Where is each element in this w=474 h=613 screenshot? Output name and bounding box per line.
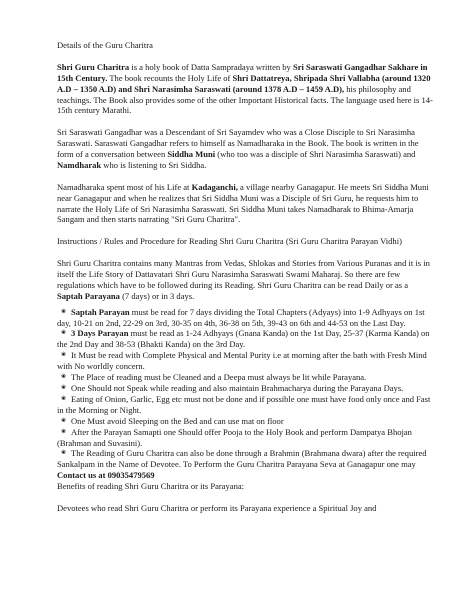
list-item — [57, 372, 434, 383]
flower-bullet-icon: ❀ — [61, 428, 67, 435]
text: The book recounts the Holy Life of — [107, 72, 233, 83]
instructions-heading: Instructions / Rules and Procedure for Reading Shri Guru Charitra (Sri Guru Charitra Parayan Vidhi) — [57, 236, 402, 247]
text: It Must be read with Complete Physical and Mental Purity i.e at morning after the bath with Fresh Mind with No worldly concern. — [57, 350, 427, 372]
bold-text: Saptah Parayana — [57, 290, 120, 301]
benefits-paragraph: Devotees who read Shri Guru Charitra or perform its Parayana experience a Spiritual Joy and — [57, 502, 377, 513]
text: must be read as 1-24 Adhyays (Gnana Kanda) on the 1st Day, 25-37 (Karma Kanda) on the 2nd Day and 38-53 (Bhakti Kanda) on the 3rd Day. — [57, 328, 430, 350]
text: One Must avoid Sleeping on the Bed and can use mat on floor — [71, 415, 284, 426]
text: a village nearby Ganagapur. He meets Sri Siddha Muni near Ganagapur and when he realizes that Sri Siddha Muni was a Disciple of Sri Guru, he requests him to narrate the Holy Life of Sri Narasimha Saraswati. Sri Siddha Muni takes Namadharak to Bhima-Amarja Sangam and then starts narrating "Sri Guru Charitra". — [57, 181, 429, 225]
list-item — [57, 416, 434, 427]
flower-bullet-icon: ❀ — [61, 417, 67, 424]
list-item — [57, 383, 434, 394]
bold-text: Sri Saraswati Gangadhar Sakhare in 15th Century. — [57, 61, 428, 83]
flower-bullet-icon: ❀ — [61, 450, 67, 457]
intro-paragraph — [57, 62, 434, 117]
list-item — [57, 350, 434, 372]
list-item — [57, 394, 434, 416]
document-title: Details of the Guru Charitra — [57, 40, 153, 50]
contact-phone: Contact us at 09035479569 — [57, 470, 155, 481]
bold-text: Shri Dattatreya, Shripada Shri Vallabha (around 1320 A.D – 1350 A.D) and Shri Narasimha Saraswati (around 1378 A.D – 1459 A.D), — [57, 72, 431, 94]
list-item — [57, 307, 434, 329]
list-item — [57, 448, 434, 481]
flower-bullet-icon: ❀ — [61, 395, 67, 402]
flower-bullet-icon: ❀ — [61, 308, 67, 315]
benefits-heading: Benefits of reading Shri Guru Charitra or its Parayana: — [57, 481, 245, 492]
text: The Reading of Guru Charitra can also be done through a Brahmin (Brahmana dwara) after the required Sankalpam in the Name of Devotee. To Perform the Guru Charitra Parayana Seva at Ganagapur one may — [57, 448, 427, 470]
bold-text: Shri Guru Charitra — [57, 61, 130, 72]
text: is a holy book of Datta Sampradaya written by — [129, 61, 293, 72]
regulations-paragraph — [57, 258, 434, 302]
bold-text: 3 Days Parayan — [71, 328, 129, 339]
list-item — [57, 328, 434, 350]
bold-text: Saptah Parayan — [71, 306, 130, 317]
text: (who too was a disciple of Shri Narasimha Saraswati) and — [215, 149, 416, 160]
text: Eating of Onion, Garlic, Egg etc must not be done and if possible one must have food only once and Fast in the Morning or Night. — [57, 393, 431, 415]
text: must be read for 7 days dividing the Total Chapters (Adyays) into 1-9 Adhyays on 1st day, 10-21 on 2nd, 22-29 on 3rd, 30-35 on 4th, 36-38 on 5th, 39-43 on 6th and 44-53 on the Last Day. — [57, 306, 425, 328]
flower-bullet-icon: ❀ — [61, 330, 67, 337]
text: One Should not Speak while reading and also maintain Brahmacharya during the Parayana Days. — [71, 383, 404, 394]
flower-bullet-icon: ❀ — [61, 374, 67, 381]
text: Sri Saraswati Gangadhar was a Descendant of Sri Sayamdev who was a Close Disciple to Sri Narasimha Saraswati. Saraswati Gangadhar refers to himself as Namadharaka in the Book. The book is written in the form of a conversation between — [57, 127, 419, 160]
text: Namadharaka spent most of his Life at — [57, 181, 192, 192]
namadharaka-paragraph — [57, 182, 434, 226]
bold-text: Kadaganchi, — [191, 181, 238, 192]
flower-bullet-icon: ❀ — [61, 385, 67, 392]
text: (7 days) or in 3 days. — [119, 290, 195, 301]
text: After the Parayan Samapti one Should offer Pooja to the Holy Book and perform Dampatya Bhojan (Brahman and Suvasini). — [57, 426, 412, 448]
rules-list — [57, 307, 434, 482]
bold-text: Namdharak — [57, 159, 102, 170]
text: who is listening to Sri Siddha. — [101, 159, 207, 170]
flower-bullet-icon: ❀ — [61, 352, 67, 359]
bold-text: Siddha Muni — [167, 149, 216, 160]
text: Shri Guru Charitra contains many Mantras from Vedas, Shlokas and Stories from Various Puranas and it is in itself the Life Story of Dattavatari Shri Guru Narasimha Saraswati Swami Maharaj. So there are few regulations which have to be followed during its Reading. Shri Guru Charitra can be read Daily or as a — [57, 258, 430, 290]
author-paragraph — [57, 127, 434, 171]
list-item — [57, 427, 434, 449]
text: The Place of reading must be Cleaned and a Deepa must always be lit while Parayana. — [71, 372, 367, 383]
text: his philosophy and teachings. The Book also provides some of the other Important Historical facts. The language used here is 14-15th century Marathi. — [57, 83, 433, 116]
